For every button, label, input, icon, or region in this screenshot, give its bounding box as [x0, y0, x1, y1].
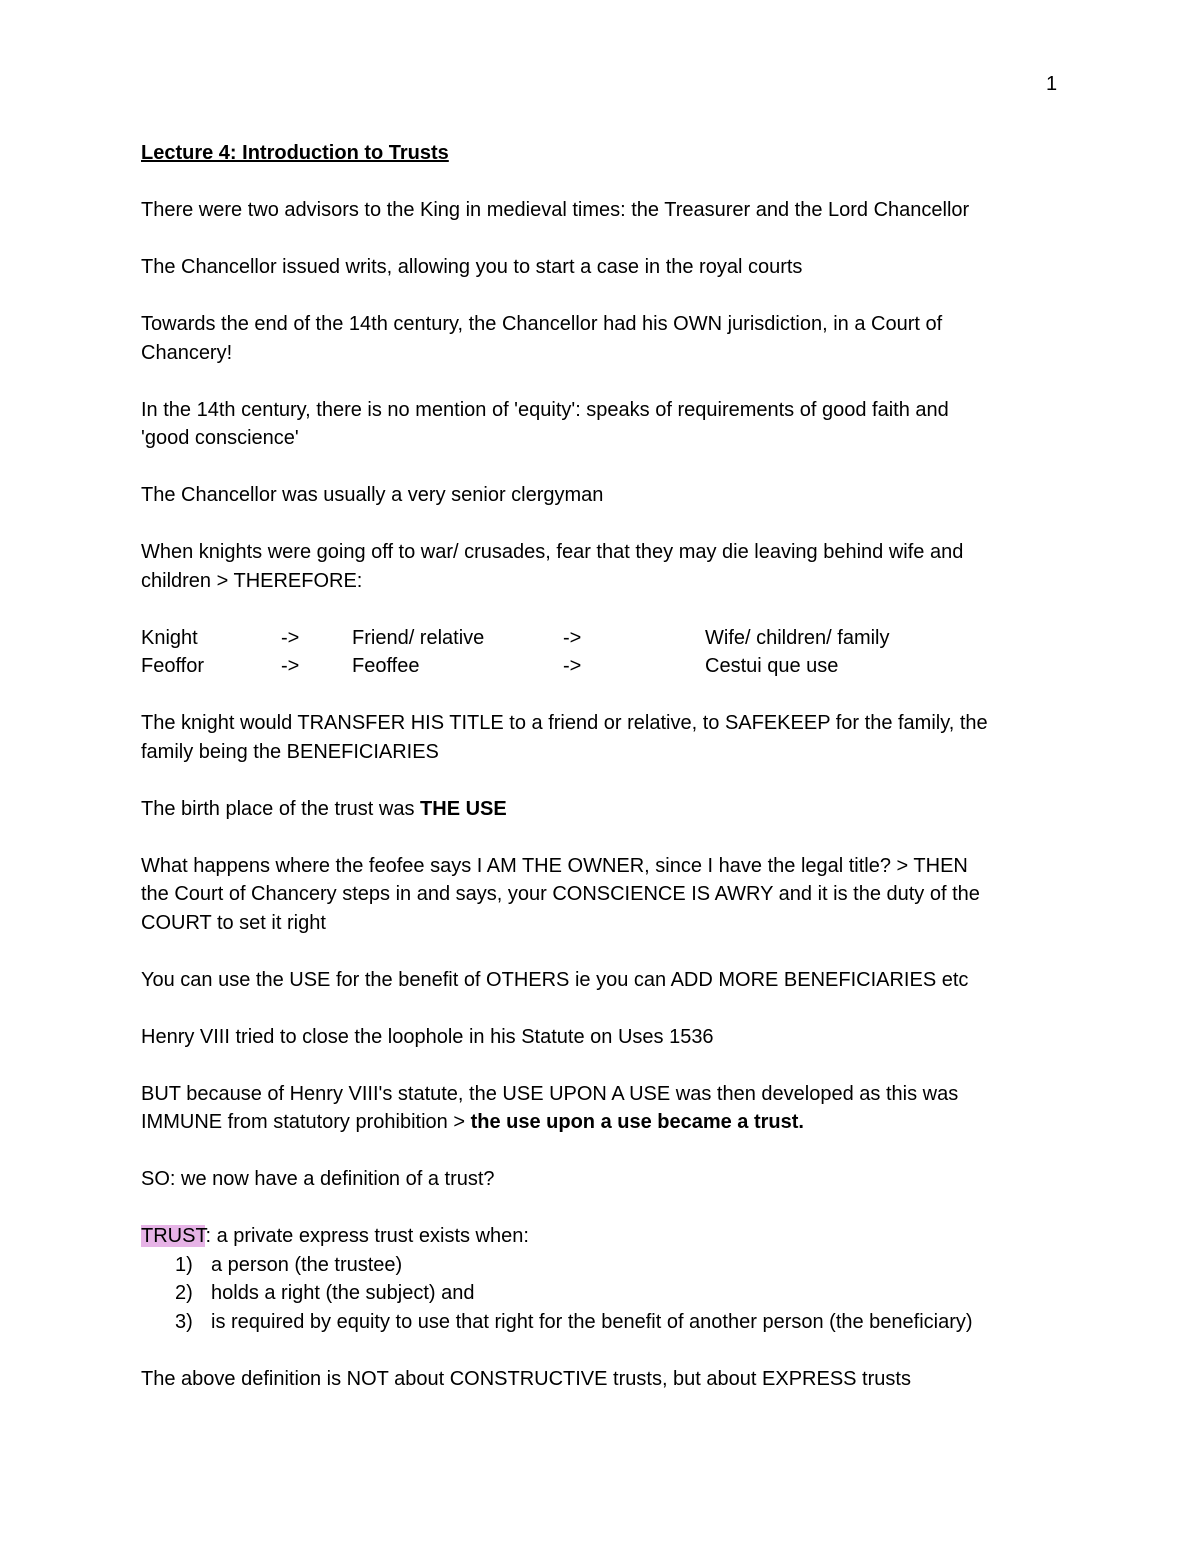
paragraph-henry: Henry VIII tried to close the loophole in his Statute on Uses 1536: [141, 1025, 714, 1048]
paragraph-jurisdiction: [141, 310, 1071, 367]
transfer-table: [141, 624, 1071, 681]
list-item: [141, 1279, 1071, 1308]
table-cell: Wife/ children/ family: [705, 626, 890, 649]
paragraph-line: family being the BENEFICIARIES: [141, 740, 439, 763]
text-span: The birth place of the trust was: [141, 797, 421, 820]
bold-text: THE USE: [420, 797, 507, 820]
list-number: 3): [175, 1310, 193, 1333]
table-cell: ->: [563, 655, 582, 677]
paragraph-line: Chancery!: [141, 341, 233, 364]
table-cell: ->: [281, 626, 300, 649]
table-cell: Feoffor: [141, 655, 204, 677]
list-item: [141, 1251, 1071, 1280]
page-title: Lecture 4: Introduction to Trusts: [141, 142, 449, 164]
paragraph-line: the Court of Chancery steps in and says, your CONSCIENCE IS AWRY and it is the duty of the: [141, 883, 980, 905]
paragraph-writs: The Chancellor issued writs, allowing you to start a case in the royal courts: [141, 256, 803, 278]
paragraph-line: BUT because of Henry VIII's statute, the USE UPON A USE was then developed as this was: [141, 1082, 959, 1105]
paragraph-line: COURT to set it right: [141, 911, 326, 934]
paragraph-advisors: There were two advisors to the King in medieval times: the Treasurer and the Lord Chancellor: [141, 199, 970, 221]
table-cell: Friend/ relative: [352, 626, 485, 649]
paragraph-line: Towards the end of the 14th century, the Chancellor had his OWN jurisdiction, in a Court of: [141, 313, 943, 335]
table-cell: Knight: [141, 626, 198, 649]
paragraph-use-upon-use: [141, 1080, 1071, 1137]
table-cell: Feoffee: [352, 655, 420, 677]
bold-text: the use upon a use became a trust.: [470, 1111, 804, 1133]
paragraph-definition-question: SO: we now have a definition of a trust?: [141, 1168, 495, 1190]
text-span: : a private express trust exists when:: [205, 1225, 529, 1247]
paragraph-use-benefit: You can use the USE for the benefit of OTHERS ie you can ADD MORE BENEFICIARIES etc: [141, 968, 969, 991]
paragraph-line: What happens where the feofee says I AM THE OWNER, since I have the legal title? > THEN: [141, 854, 968, 877]
table-cell: Cestui que use: [705, 655, 839, 677]
paragraph-birth-place: [141, 795, 1071, 824]
paragraph-line: 'good conscience': [141, 427, 299, 449]
paragraph-line: When knights were going off to war/ crusades, fear that they may die leaving behind wife and: [141, 541, 964, 563]
definition-list: [141, 1251, 1071, 1337]
list-number: 1): [175, 1253, 193, 1276]
paragraph-line: [141, 1108, 1071, 1137]
paragraph-knights: [141, 538, 1071, 595]
paragraph-line: In the 14th century, there is no mention of 'equity': speaks of requirements of good faith and: [141, 398, 949, 421]
list-text: is required by equity to use that right for the benefit of another person (the beneficiary): [211, 1310, 973, 1333]
paragraph-transfer-title: [141, 709, 1071, 766]
paragraph-line: children > THEREFORE:: [141, 569, 363, 592]
paragraph-clergyman: The Chancellor was usually a very senior clergyman: [141, 484, 604, 506]
paragraph-constructive: The above definition is NOT about CONSTRUCTIVE trusts, but about EXPRESS trusts: [141, 1367, 911, 1390]
list-number: 2): [175, 1282, 193, 1304]
table-row: [141, 652, 1071, 681]
table-cell: ->: [281, 655, 300, 677]
list-text: holds a right (the subject) and: [211, 1282, 475, 1304]
list-text: a person (the trustee): [211, 1253, 403, 1276]
highlighted-term: TRUST: [141, 1225, 206, 1247]
paragraph-owner: [141, 852, 1071, 938]
page-number: 1: [1046, 73, 1058, 95]
paragraph-line: [141, 1222, 1071, 1251]
paragraph-equity: [141, 396, 1071, 453]
list-item: [141, 1308, 1071, 1337]
document-body: [141, 139, 1071, 1422]
table-cell: ->: [563, 626, 582, 649]
text-span: IMMUNE from statutory prohibition >: [141, 1111, 471, 1133]
table-row: [141, 624, 1071, 653]
paragraph-line: The knight would TRANSFER HIS TITLE to a friend or relative, to SAFEKEEP for the family, the: [141, 712, 988, 734]
trust-definition: [141, 1222, 1071, 1336]
